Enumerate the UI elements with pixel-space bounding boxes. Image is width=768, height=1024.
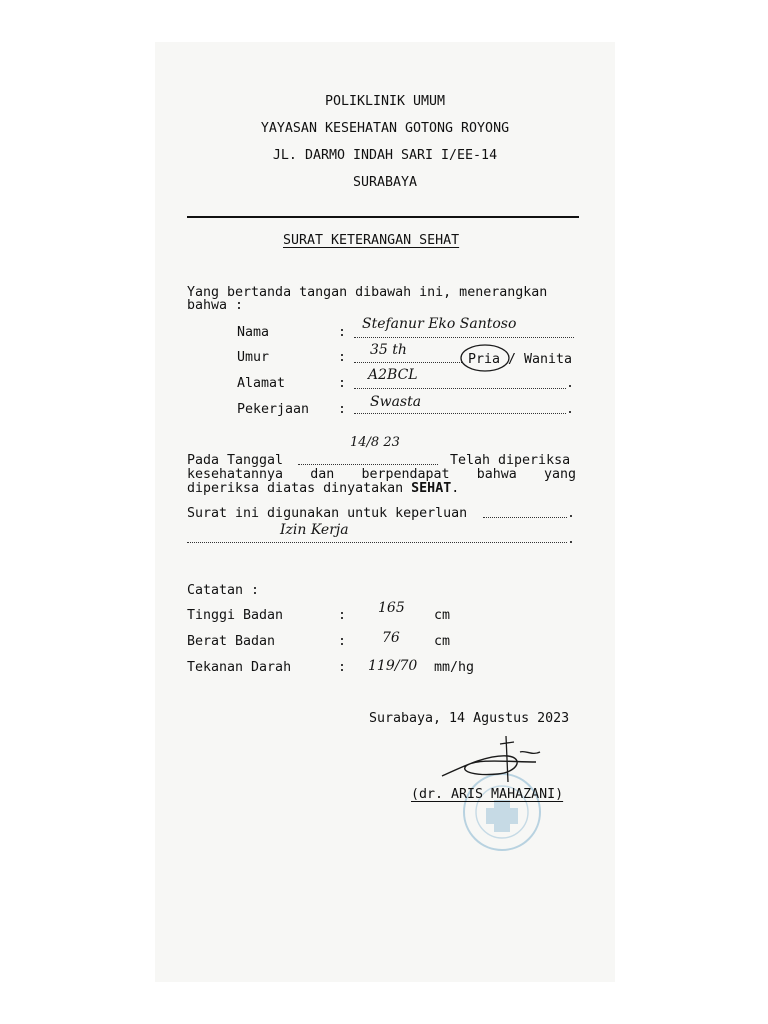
field-colon: : — [338, 350, 347, 365]
exam-line-2: kesehatannya dan berpendapat bahwa yang — [187, 467, 576, 482]
purpose-label: Surat ini digunakan untuk keperluan — [187, 506, 468, 521]
field-value-umur: 35 th — [370, 342, 407, 358]
purpose-line-2-end: . — [567, 532, 576, 547]
exam-date-label: Pada Tanggal — [187, 453, 284, 468]
field-colon: : — [338, 402, 347, 417]
note-value-height: 165 — [378, 600, 405, 616]
gender-separator: / — [508, 352, 517, 367]
field-label-umur: Umur — [237, 350, 270, 365]
field-label-nama: Nama — [237, 325, 270, 340]
field-label-pekerjaan: Pekerjaan — [237, 402, 310, 417]
signatory-name — [411, 788, 563, 801]
purpose-line-1-end: . — [567, 506, 576, 521]
fill-line-alamat — [354, 388, 566, 389]
signatory-name-text: (dr. ARIS MAHAZANI) — [411, 787, 564, 802]
fill-line-pekerjaan — [354, 413, 566, 414]
field-colon: : — [338, 325, 347, 340]
note-label-blood-pressure: Tekanan Darah — [187, 660, 292, 675]
clinic-address: JL. DARMO INDAH SARI I/EE-14 — [272, 148, 498, 163]
fill-line-umur — [354, 362, 462, 363]
exam-line-3 — [187, 482, 459, 495]
note-colon: : — [338, 660, 347, 675]
gender-circle-mark — [458, 341, 512, 373]
notes-title: Catatan : — [187, 583, 260, 598]
header-divider — [187, 216, 579, 218]
fill-line-purpose-2 — [187, 542, 567, 543]
exam-line-1-end: Telah diperiksa — [450, 453, 571, 468]
foundation-name: YAYASAN KESEHATAN GOTONG ROYONG — [260, 121, 510, 136]
exam-date-value: 14/8 23 — [350, 435, 400, 450]
field-value-alamat: A2BCL — [368, 367, 418, 383]
healthy-verdict: SEHAT — [411, 481, 452, 496]
exam-line-3-end: . — [451, 481, 460, 496]
note-value-blood-pressure: 119/70 — [368, 658, 418, 674]
field-label-alamat: Alamat — [237, 376, 286, 391]
exam-line-3-text: diperiksa diatas dinyatakan — [187, 481, 404, 496]
purpose-value: Izin Kerja — [280, 522, 349, 538]
note-unit-height: cm — [434, 608, 451, 623]
field-value-pekerjaan: Swasta — [370, 394, 422, 410]
fill-line-nama — [354, 337, 574, 338]
note-label-weight: Berat Badan — [187, 634, 276, 649]
intro-line-1: Yang bertanda tangan dibawah ini, menerangkan — [187, 285, 548, 300]
place-and-date: Surabaya, 14 Agustus 2023 — [369, 711, 570, 726]
clinic-city: SURABAYA — [352, 175, 418, 190]
intro-line-2: bahwa : — [187, 298, 244, 313]
clinic-name: POLIKLINIK UMUM — [324, 94, 446, 109]
field-colon: : — [338, 376, 347, 391]
fill-line-purpose-1 — [483, 517, 567, 518]
note-unit-weight: cm — [434, 634, 451, 649]
letter-title: SURAT KETERANGAN SEHAT — [283, 233, 460, 248]
fill-line-exam-date — [298, 464, 438, 465]
field-value-nama: Stefanur Eko Santoso — [362, 316, 517, 332]
note-colon: : — [338, 634, 347, 649]
doctor-signature — [436, 732, 556, 788]
note-label-height: Tinggi Badan — [187, 608, 284, 623]
note-colon: : — [338, 608, 347, 623]
field-end: . — [566, 402, 575, 417]
gender-option-wanita: Wanita — [524, 352, 573, 367]
note-value-weight: 76 — [382, 630, 400, 646]
field-end: . — [566, 376, 575, 391]
gender-option-pria: Pria — [468, 352, 501, 367]
note-unit-blood-pressure: mm/hg — [434, 660, 475, 675]
